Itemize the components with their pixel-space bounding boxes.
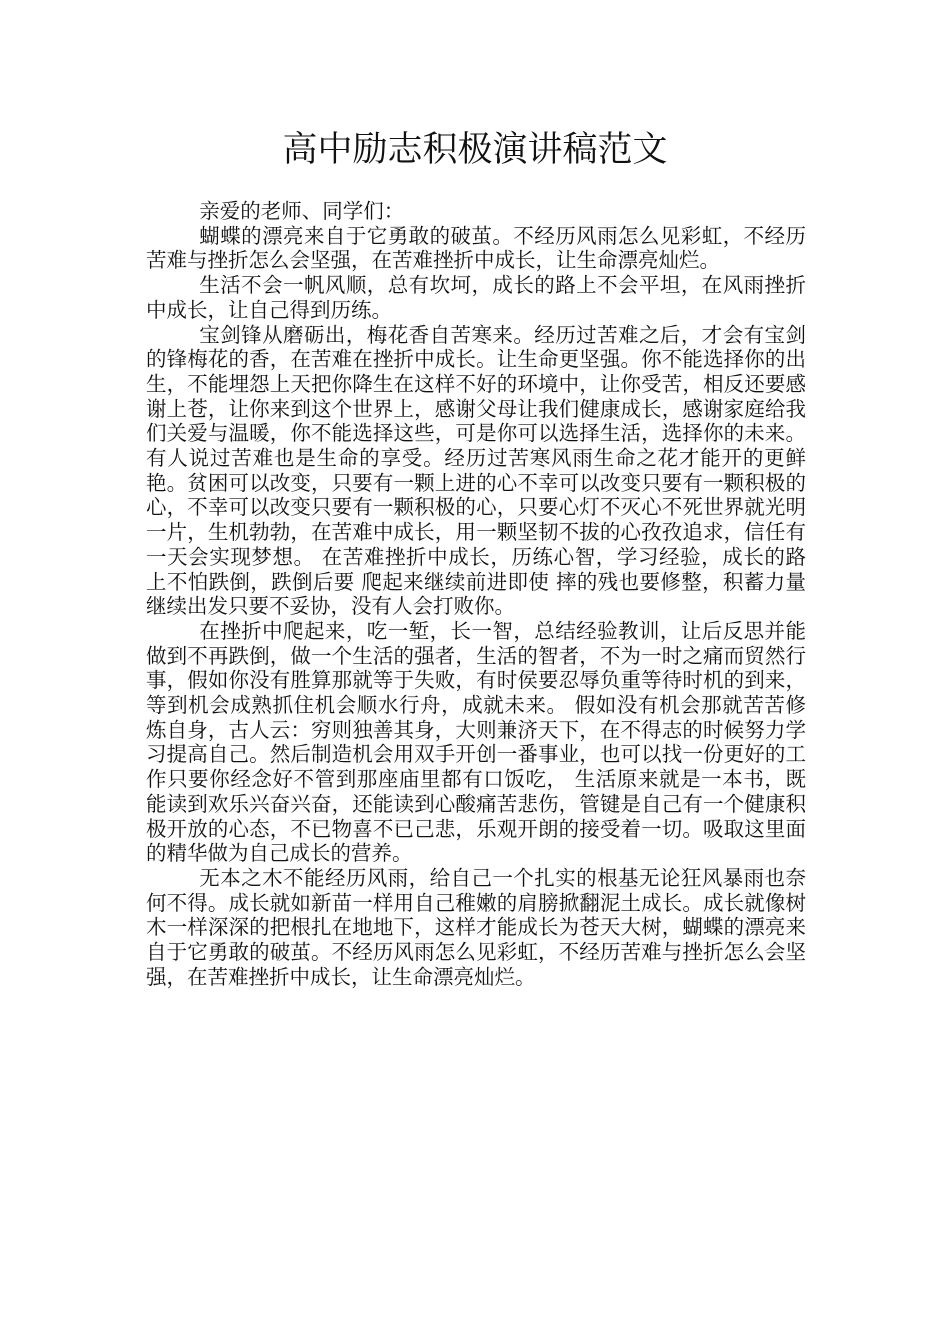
paragraph: 蝴蝶的漂亮来自于它勇敢的破茧。不经历风雨怎么见彩虹，不经历苦难与挫折怎么会坚强，在苦难挫折中成长，让生命漂亮灿烂。 (146, 223, 806, 273)
paragraph-greeting: 亲爱的老师、同学们： (199, 199, 405, 223)
paragraph: 无本之木不能经历风雨，给自己一个扎实的根基无论狂风暴雨也奈何不得。成长就如新苗一样用自己稚嫩的肩膀掀翻泥土成长。成长就像树木一样深深的把根扎在地地下，这样才能成长为苍天大树，蝴蝶的漂亮来自于它勇敢的破茧。不经历风雨怎么见彩虹，不经历苦难与挫折怎么会坚强，在苦难挫折中成长，让生命漂亮灿烂。 (146, 865, 806, 989)
document-title: 高中励志积极演讲稿范文 (282, 130, 668, 170)
document-body (146, 199, 806, 990)
paragraph: 宝剑锋从磨砺出，梅花香自苦寒来。经历过苦难之后，才会有宝剑的锋梅花的香，在苦难在挫折中成长。让生命更坚强。你不能选择你的出生，不能埋怨上天把你降生在这样不好的环境中，让你受苦，相反还要感谢上苍，让你来到这个世界上，感谢父母让我们健康成长，感谢家庭给我们关爱与温暖，你不能选择这些，可是你可以选择生活，选择你的未来。有人说过苦难也是生命的享受。经历过苦寒风雨生命之花才能开的更鲜艳。贫困可以改变，只要有一颗上进的心不幸可以改变只要有一颗积极的心，不幸可以改变只要有一颗积极的心，只要心灯不灭心不死世界就光明一片，生机勃勃，在苦难中成长，用一颗坚韧不拔的心孜孜追求，信任有一天会实现梦想。 在苦难挫折中成长，历练心智，学习经验，成长的路上不怕跌倒，跌倒后要 爬起来继续前进即使 摔的残也要修整，积蓄力量继续出发只要不妥协，没有人会打败你。 (146, 322, 806, 619)
paragraph: 在挫折中爬起来，吃一堑，长一智，总结经验教训，让后反思并能做到不再跌倒，做一个生活的强者，生活的智者，不为一时之痛而贸然行事，假如你没有胜算那就等于失败，有时侯要忍辱负重等待时机的到来，等到机会成熟抓住机会顺水行舟，成就未来。 假如没有机会那就苦苦修炼自身，古人云：穷则独善其身，大则兼济天下，在不得志的时候努力学习提高自己。然后制造机会用双手开创一番事业，也可以找一份更好的工作只要你经念好不管到那座庙里都有口饭吃， 生活原来就是一本书，既能读到欢乐兴奋兴奋，还能读到心酸痛苦悲伤，管键是自己有一个健康积极开放的心态，不已物喜不已己悲，乐观开朗的接受着一切。吸取这里面的精华做为自己成长的营养。 (146, 618, 806, 866)
paragraph: 生活不会一帆风顺，总有坎坷，成长的路上不会平坦，在风雨挫折中成长，让自己得到历练。 (146, 273, 806, 322)
